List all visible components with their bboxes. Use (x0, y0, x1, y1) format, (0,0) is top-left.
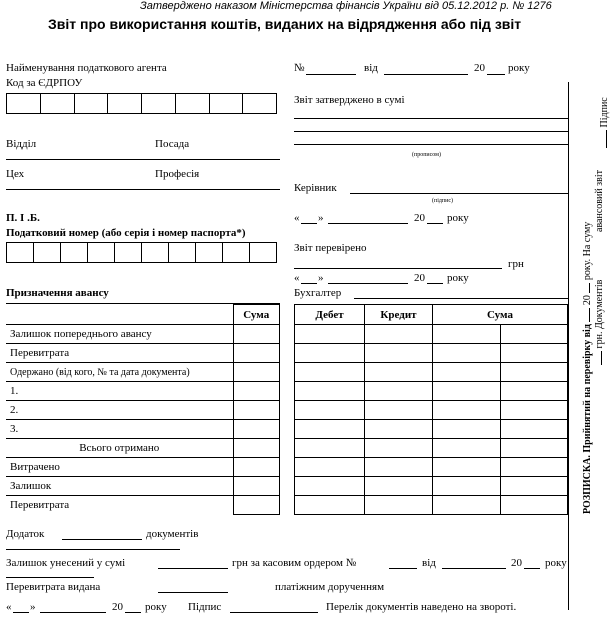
agent-name-label: Найменування податкового агента (6, 62, 167, 74)
edrpou-label: Код за ЄДРПОУ (6, 77, 83, 89)
sign-date-day-line[interactable] (13, 612, 29, 613)
edrpou-cell[interactable] (209, 94, 243, 114)
ledger-cell[interactable] (295, 325, 365, 344)
ledger-debit-header: Дебет (295, 305, 365, 325)
advance-row-label: 2. (6, 401, 233, 420)
receipt-sum-line[interactable] (601, 351, 602, 365)
ledger-cell[interactable] (501, 382, 568, 401)
ledger-cell[interactable] (365, 344, 433, 363)
edrpou-boxes[interactable] (6, 93, 277, 114)
overspend-label: Перевитрата видана (6, 581, 101, 593)
receipt-sign-line[interactable] (606, 130, 607, 148)
approved-sum-line-2[interactable] (294, 131, 568, 132)
ledger-cell[interactable] (433, 477, 501, 496)
receipt-column-2b (594, 280, 605, 365)
ledger-cell[interactable] (365, 401, 433, 420)
check-date-year-line[interactable] (427, 283, 443, 284)
ledger-credit-header: Кредит (365, 305, 433, 325)
head-signature-line[interactable] (350, 193, 568, 194)
ledger-cell[interactable] (365, 496, 433, 515)
approved-sum-label: Звіт затверджено в сумі (294, 94, 405, 106)
cash-order-label: грн за касовим ордером № (232, 557, 357, 569)
position-label: Посада (155, 138, 190, 150)
right-divider (568, 82, 569, 610)
edrpou-cell[interactable] (142, 94, 176, 114)
edrpou-cell[interactable] (243, 94, 277, 114)
advance-row-label: 3. (6, 420, 233, 439)
receipt-year-line[interactable] (589, 283, 590, 293)
ledger-cell[interactable] (433, 439, 501, 458)
date-line[interactable] (384, 74, 468, 75)
tax-cell[interactable] (250, 243, 277, 263)
pib-label: П. І .Б. (6, 212, 40, 224)
sign-date-year-label: року (145, 601, 167, 613)
remainder-label: Залишок унесений у сумі (6, 557, 126, 569)
approved-sum-line-1[interactable] (294, 118, 568, 119)
advance-row-label: Перевитрата (6, 496, 233, 515)
head-date-quote-open: « (294, 212, 300, 224)
advance-row-label: 1. (6, 382, 233, 401)
head-date-day-line[interactable] (301, 223, 317, 224)
receipt-title: РОЗПИСКА. Прийнятий на перевірку від (582, 324, 593, 514)
year-20: 20 (474, 62, 485, 74)
ledger-cell[interactable] (365, 382, 433, 401)
checked-label: Звіт перевірено (294, 242, 367, 254)
tax-number-label: Податковий номер (або серія і номер паспорта*) (6, 227, 246, 239)
ledger-table (294, 304, 568, 515)
ledger-cell[interactable] (365, 363, 433, 382)
advance-sum-cell[interactable] (233, 420, 280, 439)
ledger-cell[interactable] (295, 439, 365, 458)
ledger-cell[interactable] (295, 344, 365, 363)
profession-label: Професія (155, 168, 200, 180)
sign-date-month-line[interactable] (40, 612, 106, 613)
cash-order-number-line[interactable] (389, 568, 417, 569)
ledger-cell[interactable] (501, 344, 568, 363)
advance-sum-cell[interactable] (233, 382, 280, 401)
sign-date-year-line[interactable] (125, 612, 141, 613)
sign-label: Підпис (188, 601, 222, 613)
from-label: від (364, 62, 378, 74)
approval-note: Затверджено наказом Міністерства фінансів України від 05.12.2012 р. № 1276 (140, 0, 552, 12)
sign-date-year-20: 20 (112, 601, 123, 613)
ledger-cell[interactable] (295, 401, 365, 420)
ledger-cell[interactable] (501, 477, 568, 496)
ledger-cell[interactable] (295, 382, 365, 401)
ledger-cell[interactable] (365, 439, 433, 458)
ledger-cell[interactable] (501, 420, 568, 439)
check-date-quote-close: » (318, 272, 324, 284)
tax-cell[interactable] (169, 243, 196, 263)
ledger-cell[interactable] (433, 458, 501, 477)
head-date-month-line[interactable] (328, 223, 408, 224)
in-words-hint: (прописом) (412, 152, 441, 158)
accountant-line[interactable] (354, 298, 568, 299)
advance-row-label: Одержано (від кого, № та дата документа) (6, 363, 233, 382)
uah-label: грн (508, 258, 524, 270)
number-label: № (294, 62, 305, 74)
checked-sum-line[interactable] (294, 268, 502, 269)
cash-order-year-line[interactable] (524, 568, 540, 569)
ledger-cell[interactable] (433, 325, 501, 344)
head-date-year-20: 20 (414, 212, 425, 224)
receipt-year-sum: року. На суму (582, 221, 593, 281)
tax-cell[interactable] (88, 243, 115, 263)
ledger-cell[interactable] (433, 420, 501, 439)
head-date-year-label: року (447, 212, 469, 224)
receipt-documents: грн. Документів (594, 279, 605, 349)
advance-row-label: Залишок попереднього авансу (6, 325, 233, 344)
ledger-cell[interactable] (433, 401, 501, 420)
head-date-year-line[interactable] (427, 223, 443, 224)
tax-cell[interactable] (142, 243, 169, 263)
ledger-cell[interactable] (295, 420, 365, 439)
cash-order-year-20: 20 (511, 557, 522, 569)
signature-hint: (підпис) (432, 198, 454, 204)
year-label: року (508, 62, 530, 74)
tax-cell[interactable] (34, 243, 61, 263)
edrpou-cell[interactable] (7, 94, 41, 114)
ledger-cell[interactable] (295, 496, 365, 515)
sign-date-quote-open: « (6, 601, 12, 613)
ledger-cell[interactable] (295, 363, 365, 382)
advance-table (6, 304, 280, 515)
attachment-underline (6, 549, 180, 550)
advance-total-label: Всього отримано (6, 439, 233, 458)
advance-row-label: Витрачено (6, 458, 233, 477)
check-date-year-label: року (447, 272, 469, 284)
tax-cell[interactable] (61, 243, 88, 263)
edrpou-cell[interactable] (175, 94, 209, 114)
page-title: Звіт про використання коштів, виданих на відрядження або під звіт (48, 16, 522, 32)
number-line[interactable] (306, 74, 356, 75)
ledger-cell[interactable] (365, 458, 433, 477)
approved-sum-line-3[interactable] (294, 144, 568, 145)
attachment-documents-label: документів (146, 528, 199, 540)
ledger-cell[interactable] (295, 458, 365, 477)
tax-cell[interactable] (196, 243, 223, 263)
head-label: Керівник (294, 182, 337, 194)
ledger-cell[interactable] (433, 496, 501, 515)
tax-cell[interactable] (115, 243, 142, 263)
remainder-sum-line[interactable] (158, 568, 228, 569)
ledger-cell[interactable] (365, 420, 433, 439)
ledger-cell[interactable] (433, 382, 501, 401)
sign-line[interactable] (230, 612, 318, 613)
advance-sum-cell[interactable] (233, 477, 280, 496)
ledger-cell[interactable] (501, 496, 568, 515)
receipt-signature: Підпис (599, 97, 610, 128)
tax-cell[interactable] (223, 243, 250, 263)
check-date-day-line[interactable] (301, 283, 317, 284)
ledger-cell[interactable] (501, 439, 568, 458)
payment-order-label: платіжним дорученням (275, 581, 385, 593)
advance-sum-header: Сума (233, 305, 280, 325)
advance-sum-cell[interactable] (233, 344, 280, 363)
ledger-cell[interactable] (365, 325, 433, 344)
advance-sum-cell[interactable] (233, 363, 280, 382)
receipt-column-2 (594, 170, 605, 232)
year-line[interactable] (487, 74, 505, 75)
dept-position-line[interactable] (6, 159, 280, 160)
attachment-label: Додаток (6, 528, 45, 540)
shop-label: Цех (6, 168, 25, 180)
overspend-sum-line[interactable] (158, 592, 228, 593)
check-date-month-line[interactable] (328, 283, 408, 284)
receipt-column-1 (582, 222, 593, 514)
shop-profession-line[interactable] (6, 189, 280, 190)
sign-date-quote-close: » (30, 601, 36, 613)
check-date-year-20: 20 (414, 272, 425, 284)
attachment-count-line[interactable] (62, 539, 142, 540)
receipt-advance-report: авансовий звіт (594, 169, 605, 232)
accountant-label: Бухгалтер (294, 287, 342, 299)
ledger-cell[interactable] (433, 363, 501, 382)
edrpou-cell[interactable] (74, 94, 108, 114)
documents-list-note: Перелік документів наведено на звороті. (326, 601, 517, 613)
ledger-cell[interactable] (501, 458, 568, 477)
ledger-cell[interactable] (501, 325, 568, 344)
receipt-column-3 (599, 97, 610, 148)
ledger-cell[interactable] (501, 363, 568, 382)
advance-sum-cell[interactable] (233, 401, 280, 420)
receipt-day-line[interactable] (589, 308, 590, 322)
advance-sum-cell[interactable] (233, 439, 280, 458)
cash-order-year-label: року (545, 557, 567, 569)
tax-number-boxes[interactable] (6, 242, 277, 263)
ledger-cell[interactable] (433, 344, 501, 363)
advance-title: Призначення авансу (6, 287, 109, 299)
advance-row-label: Перевитрата (6, 344, 233, 363)
ledger-cell[interactable] (365, 477, 433, 496)
tax-cell[interactable] (7, 243, 34, 263)
advance-sum-cell[interactable] (233, 458, 280, 477)
edrpou-cell[interactable] (40, 94, 74, 114)
remainder-underline (6, 577, 94, 578)
head-date-quote-close: » (318, 212, 324, 224)
edrpou-cell[interactable] (108, 94, 142, 114)
ledger-sum-header: Сума (433, 305, 568, 325)
advance-sum-cell[interactable] (233, 325, 280, 344)
cash-order-date-line[interactable] (442, 568, 506, 569)
cash-order-from-label: від (422, 557, 436, 569)
ledger-cell[interactable] (501, 401, 568, 420)
receipt-year-20: 20 (582, 295, 593, 306)
ledger-cell[interactable] (295, 477, 365, 496)
advance-sum-cell[interactable] (233, 496, 280, 515)
check-date-quote-open: « (294, 272, 300, 284)
dept-label: Відділ (6, 138, 37, 150)
advance-row-label: Залишок (6, 477, 233, 496)
